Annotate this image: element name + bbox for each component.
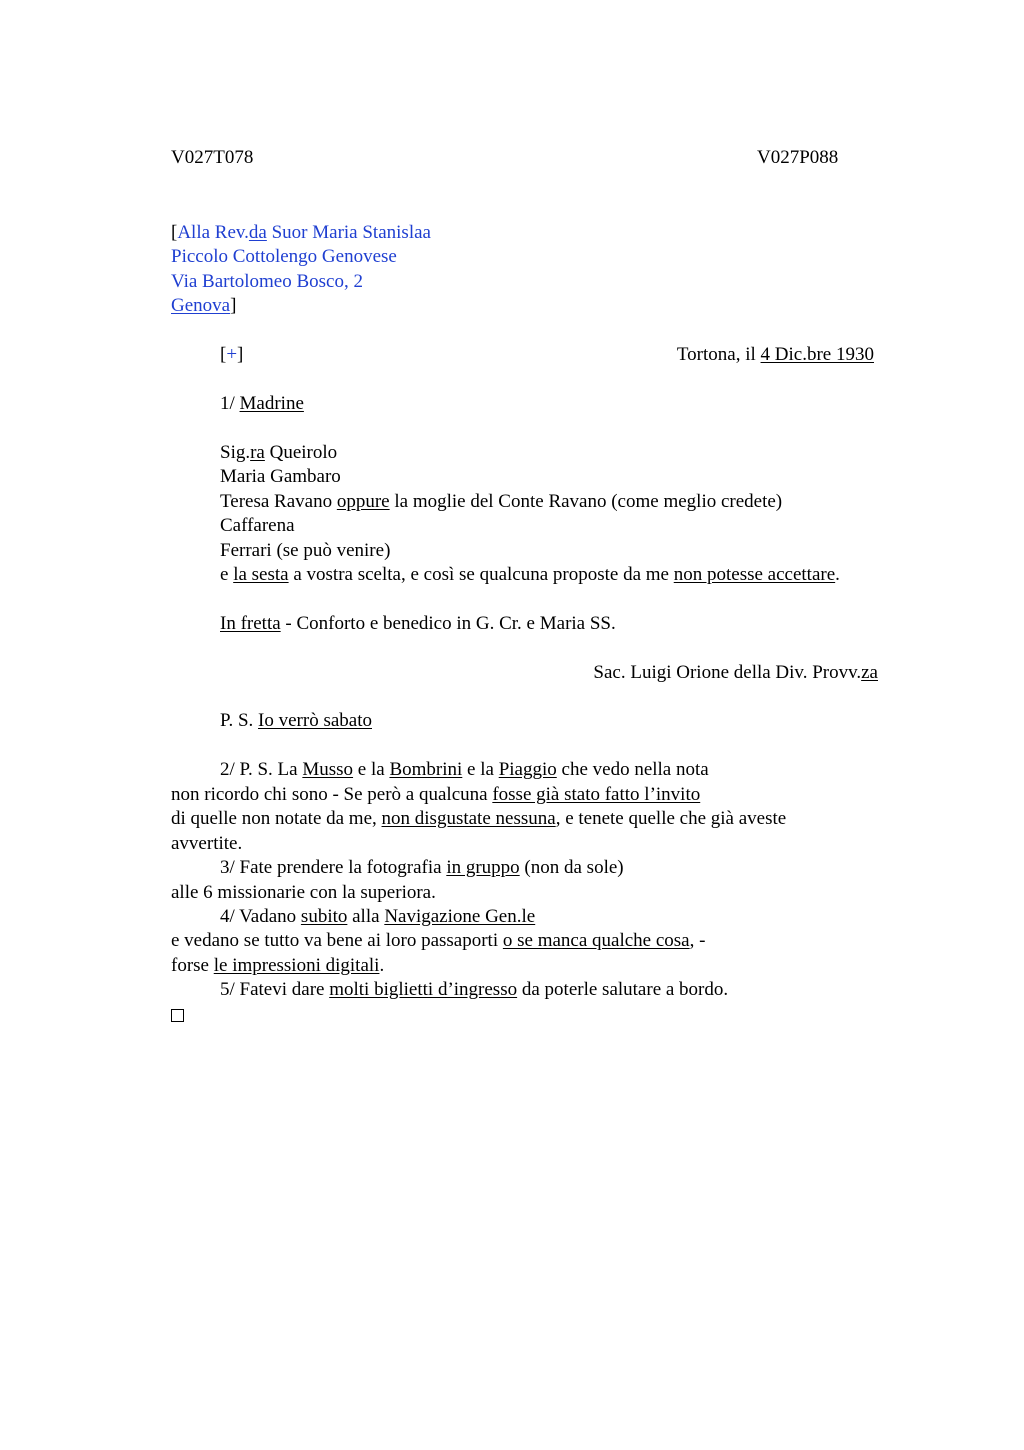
archive-code-left: V027T078: [171, 147, 254, 168]
paragraph-line: 2/ P. S. La Musso e la Bombrini e la Piaggio che vedo nella nota: [220, 759, 709, 780]
cross-mark: [+]: [220, 344, 244, 365]
list-item: Ferrari (se può venire): [220, 540, 391, 561]
paragraph-line: avvertite.: [171, 833, 243, 854]
paragraph-line: 3/ Fate prendere la fotografia in gruppo (non da sole): [220, 857, 624, 878]
list-item: Teresa Ravano oppure la moglie del Conte Ravano (come meglio credete): [220, 491, 783, 512]
address-line-1: [Alla Rev.da Suor Maria Stanislaa: [171, 222, 431, 243]
signature: Sac. Luigi Orione della Div. Provv.za: [593, 662, 878, 683]
point-5: 5/ Fatevi dare molti biglietti d’ingresso da poterle salutare a bordo.: [220, 979, 729, 1000]
list-item: Caffarena: [220, 515, 295, 536]
place-date: Tortona, il 4 Dic.bre 1930: [676, 344, 874, 365]
postscript-1: P. S. Io verrò sabato: [220, 710, 372, 731]
list-item: e la sesta a vostra scelta, e così se qualcuna proposte da me non potesse accettare.: [220, 564, 840, 585]
archive-code-right: V027P088: [757, 147, 839, 168]
address-line-4: Genova]: [171, 295, 237, 316]
section-heading: 1/ Madrine: [220, 393, 304, 414]
paragraph-line: alle 6 missionarie con la superiora.: [171, 882, 436, 903]
paragraph-line: di quelle non notate da me, non disgustate nessuna, e tenete quelle che già aveste: [171, 808, 787, 829]
paragraph-line: forse le impressioni digitali.: [171, 955, 385, 976]
list-item: Sig.ra Queirolo: [220, 442, 338, 463]
square-icon: [171, 1005, 184, 1021]
paragraph-line: e vedano se tutto va bene ai loro passaporti o se manca qualche cosa, -: [171, 930, 706, 951]
greeting-line: In fretta - Conforto e benedico in G. Cr. e Maria SS.: [220, 613, 616, 634]
paragraph-line: non ricordo chi sono - Se però a qualcuna fosse già stato fatto l’invito: [171, 784, 701, 805]
paragraph-line: 4/ Vadano subito alla Navigazione Gen.le: [220, 906, 536, 927]
address-line-2: Piccolo Cottolengo Genovese: [171, 246, 397, 267]
address-line-3: Via Bartolomeo Bosco, 2: [171, 271, 363, 292]
list-item: Maria Gambaro: [220, 466, 341, 487]
